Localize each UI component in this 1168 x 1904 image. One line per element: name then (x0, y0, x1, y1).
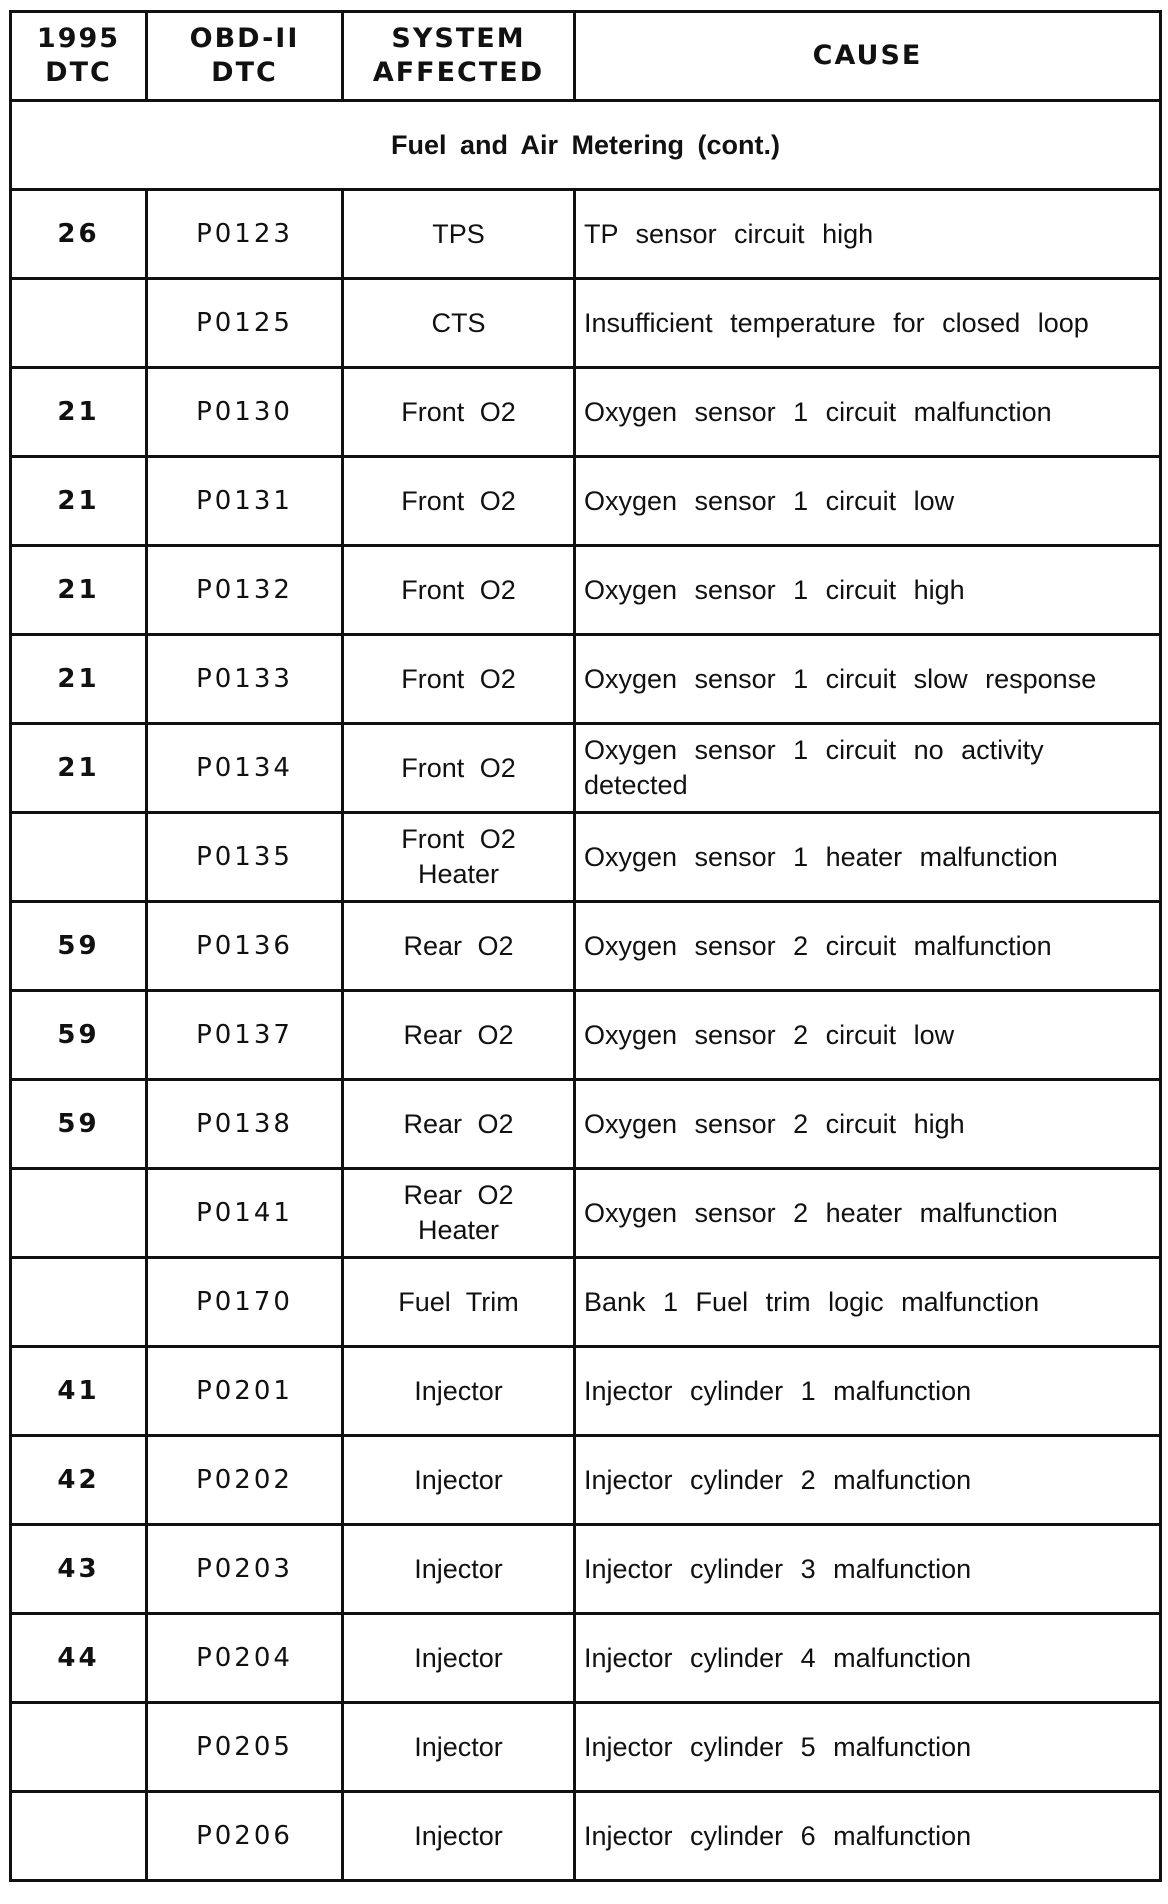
system-affected-cell (343, 724, 575, 813)
obd-ii-dtc-cell: P0137 (147, 991, 343, 1080)
dtc-1995-cell: 41 (11, 1347, 147, 1436)
dtc-1995-cell: 21 (11, 546, 147, 635)
cause-cell: Injector cylinder 6 malfunction (575, 1792, 1161, 1881)
cause-cell: Oxygen sensor 2 circuit malfunction (575, 902, 1161, 991)
cause-cell: Oxygen sensor 1 circuit high (575, 546, 1161, 635)
table-row (11, 902, 1161, 991)
table-body (11, 101, 1161, 1881)
system-affected-line: TPS (432, 218, 485, 249)
cause-cell: Oxygen sensor 1 circuit low (575, 457, 1161, 546)
table-row (11, 813, 1161, 902)
dtc-table (9, 10, 1162, 1882)
dtc-1995-cell: 59 (11, 1080, 147, 1169)
system-affected-cell (343, 1347, 575, 1436)
dtc-1995-cell: 26 (11, 190, 147, 279)
system-affected-cell (343, 1525, 575, 1614)
obd-ii-dtc-cell: P0205 (147, 1703, 343, 1792)
cause-cell: Injector cylinder 3 malfunction (575, 1525, 1161, 1614)
obd-ii-dtc-cell: P0131 (147, 457, 343, 546)
system-affected-cell (343, 1436, 575, 1525)
table-row (11, 279, 1161, 368)
system-affected-cell (343, 1703, 575, 1792)
obd-ii-dtc-cell: P0202 (147, 1436, 343, 1525)
header-system-affected-line1: SYSTEM (391, 23, 526, 54)
cause-cell: Oxygen sensor 1 circuit no activity detected (575, 724, 1161, 813)
table-row (11, 1347, 1161, 1436)
system-affected-cell (343, 546, 575, 635)
table-row (11, 1525, 1161, 1614)
obd-ii-dtc-cell: P0130 (147, 368, 343, 457)
table-row (11, 368, 1161, 457)
system-affected-line: Injector (414, 1375, 503, 1406)
cause-cell: Bank 1 Fuel trim logic malfunction (575, 1258, 1161, 1347)
obd-ii-dtc-cell: P0141 (147, 1169, 343, 1258)
dtc-1995-cell: 59 (11, 991, 147, 1080)
table-row (11, 1792, 1161, 1881)
system-affected-line: Rear O2 (403, 1180, 514, 1210)
system-affected-cell (343, 1080, 575, 1169)
obd-ii-dtc-cell: P0138 (147, 1080, 343, 1169)
system-affected-line: Heater (417, 1215, 500, 1245)
obd-ii-dtc-cell: P0125 (147, 279, 343, 368)
system-affected-line: Front O2 (401, 574, 516, 605)
table-row (11, 1080, 1161, 1169)
obd-ii-dtc-cell: P0134 (147, 724, 343, 813)
dtc-1995-cell: 21 (11, 368, 147, 457)
obd-ii-dtc-cell: P0136 (147, 902, 343, 991)
dtc-1995-cell (11, 813, 147, 902)
cause-cell: Injector cylinder 2 malfunction (575, 1436, 1161, 1525)
system-affected-cell (343, 1792, 575, 1881)
cause-cell: Oxygen sensor 1 circuit malfunction (575, 368, 1161, 457)
cause-cell: Insufficient temperature for closed loop (575, 279, 1161, 368)
table-row (11, 1258, 1161, 1347)
obd-ii-dtc-cell: P0201 (147, 1347, 343, 1436)
system-affected-cell (343, 190, 575, 279)
cause-cell: Oxygen sensor 1 circuit slow response (575, 635, 1161, 724)
table-row (11, 1169, 1161, 1258)
dtc-1995-cell: 42 (11, 1436, 147, 1525)
header-1995-dtc-line1: 1995 (36, 23, 121, 54)
cause-cell: Injector cylinder 5 malfunction (575, 1703, 1161, 1792)
dtc-1995-cell (11, 1703, 147, 1792)
obd-ii-dtc-cell: P0123 (147, 190, 343, 279)
cause-cell: Injector cylinder 4 malfunction (575, 1614, 1161, 1703)
dtc-1995-cell (11, 1792, 147, 1881)
system-affected-line: Rear O2 (403, 1019, 514, 1050)
system-affected-line: Front O2 (401, 485, 516, 516)
dtc-1995-cell: 44 (11, 1614, 147, 1703)
system-affected-line: Injector (414, 1642, 503, 1673)
table-row (11, 635, 1161, 724)
system-affected-cell (343, 279, 575, 368)
system-affected-line: Injector (414, 1464, 503, 1495)
table-row (11, 1614, 1161, 1703)
system-affected-cell (343, 1614, 575, 1703)
system-affected-cell (343, 902, 575, 991)
table-row (11, 457, 1161, 546)
system-affected-cell (343, 813, 575, 902)
header-cause-label: CAUSE (812, 40, 923, 71)
cause-cell: Oxygen sensor 2 heater malfunction (575, 1169, 1161, 1258)
header-row (11, 12, 1161, 101)
table-row (11, 724, 1161, 813)
system-affected-line: Front O2 (401, 752, 516, 783)
system-affected-cell (343, 991, 575, 1080)
table-row (11, 190, 1161, 279)
table-row (11, 1436, 1161, 1525)
dtc-1995-cell: 21 (11, 724, 147, 813)
header-system-affected (343, 12, 575, 101)
header-cause (575, 12, 1161, 101)
system-affected-line: Front O2 (401, 396, 516, 427)
system-affected-line: Front O2 (401, 824, 516, 854)
system-affected-line: Injector (414, 1553, 503, 1584)
system-affected-line: Heater (417, 859, 500, 889)
obd-ii-dtc-cell: P0133 (147, 635, 343, 724)
system-affected-line: Fuel Trim (398, 1286, 519, 1317)
dtc-1995-cell: 21 (11, 457, 147, 546)
header-1995-dtc-line2: DTC (45, 57, 112, 88)
obd-ii-dtc-cell: P0204 (147, 1614, 343, 1703)
dtc-1995-cell (11, 1258, 147, 1347)
system-affected-line: Front O2 (401, 663, 516, 694)
header-1995-dtc (11, 12, 147, 101)
header-obd-ii-dtc-line1: OBD-II (189, 23, 300, 54)
obd-ii-dtc-cell: P0135 (147, 813, 343, 902)
system-affected-cell (343, 368, 575, 457)
obd-ii-dtc-cell: P0203 (147, 1525, 343, 1614)
system-affected-line: Injector (414, 1731, 503, 1762)
section-title: Fuel and Air Metering (cont.) (11, 101, 1161, 190)
obd-ii-dtc-cell: P0132 (147, 546, 343, 635)
table-row (11, 546, 1161, 635)
dtc-1995-cell (11, 279, 147, 368)
dtc-1995-cell: 43 (11, 1525, 147, 1614)
table-header (11, 12, 1161, 101)
system-affected-line: Rear O2 (403, 930, 514, 961)
system-affected-cell (343, 1258, 575, 1347)
table-row (11, 991, 1161, 1080)
system-affected-line: Injector (414, 1820, 503, 1851)
section-row (11, 101, 1161, 190)
cause-cell: Oxygen sensor 2 circuit high (575, 1080, 1161, 1169)
obd-ii-dtc-cell: P0206 (147, 1792, 343, 1881)
system-affected-line: CTS (431, 307, 486, 338)
dtc-1995-cell: 21 (11, 635, 147, 724)
system-affected-cell (343, 635, 575, 724)
dtc-1995-cell (11, 1169, 147, 1258)
cause-cell: Oxygen sensor 2 circuit low (575, 991, 1161, 1080)
header-system-affected-line2: AFFECTED (372, 57, 545, 88)
system-affected-cell (343, 1169, 575, 1258)
cause-cell: TP sensor circuit high (575, 190, 1161, 279)
table-row (11, 1703, 1161, 1792)
system-affected-line: Rear O2 (403, 1108, 514, 1139)
system-affected-cell (343, 457, 575, 546)
cause-cell: Injector cylinder 1 malfunction (575, 1347, 1161, 1436)
header-obd-ii-dtc (147, 12, 343, 101)
obd-ii-dtc-cell: P0170 (147, 1258, 343, 1347)
cause-cell: Oxygen sensor 1 heater malfunction (575, 813, 1161, 902)
dtc-1995-cell: 59 (11, 902, 147, 991)
header-obd-ii-dtc-line2: DTC (211, 57, 278, 88)
